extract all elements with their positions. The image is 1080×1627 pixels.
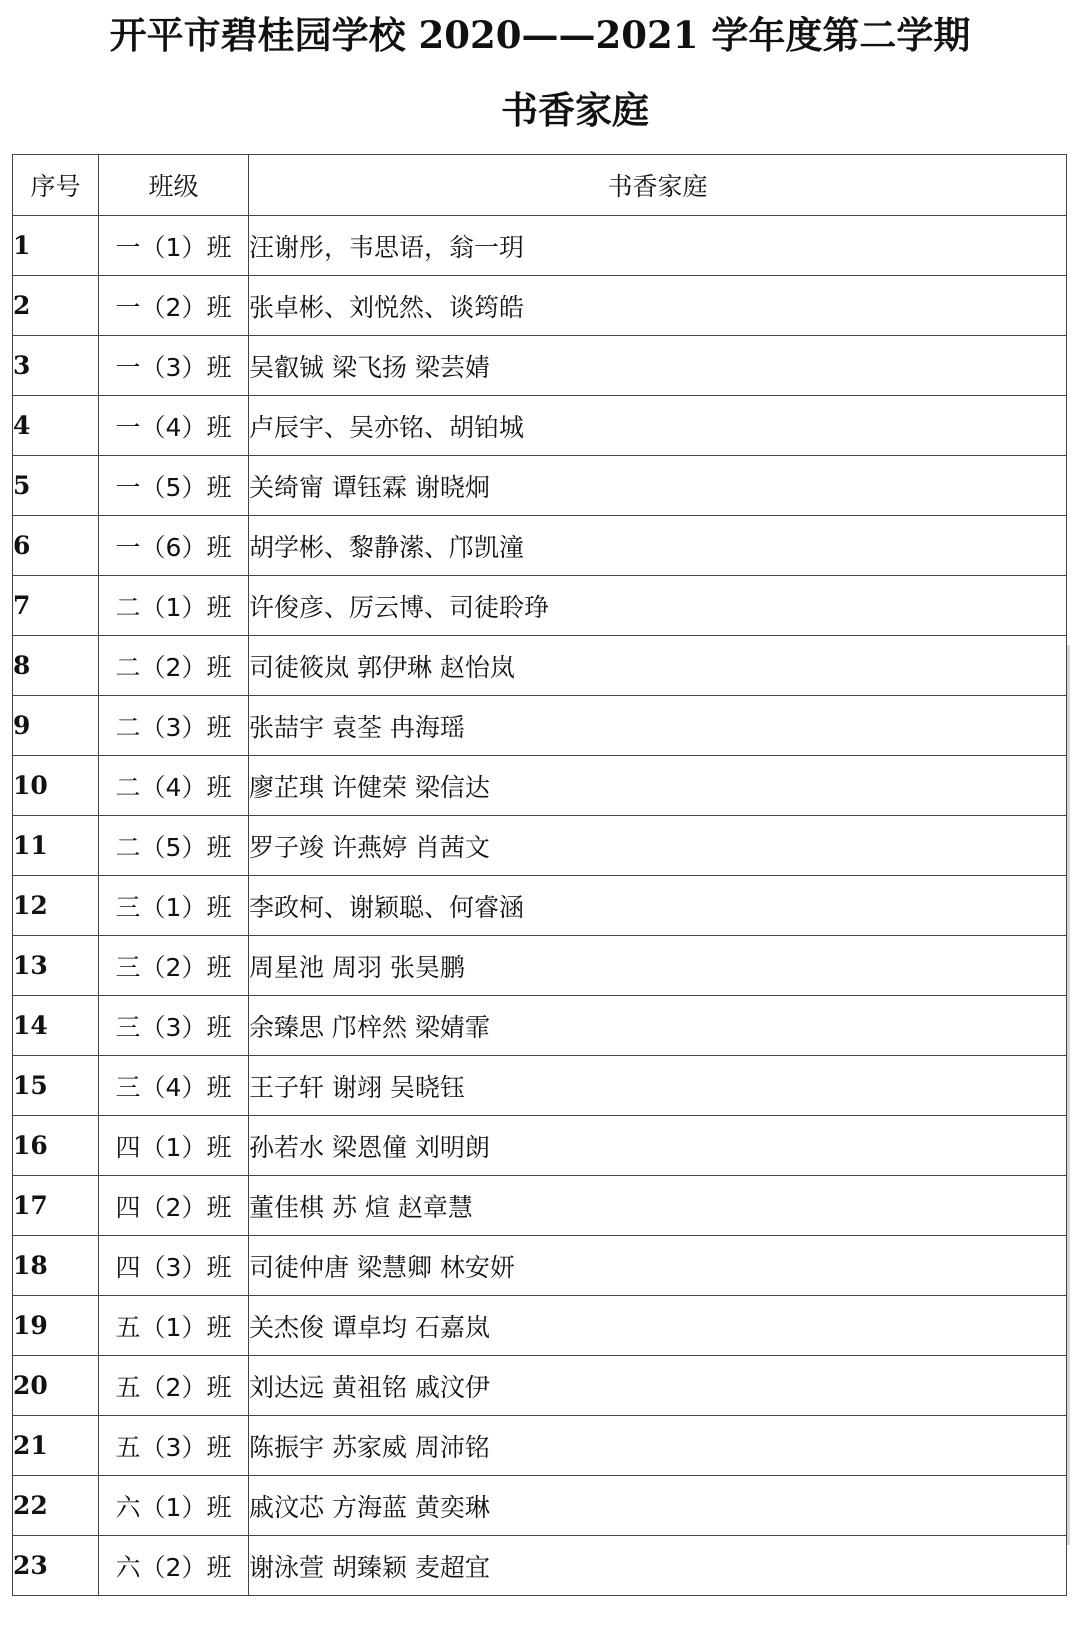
row-names: 司徒筱岚 郭伊琳 赵怡岚 [249, 636, 1067, 696]
row-number: 8 [13, 636, 99, 696]
row-names: 关绮甯 谭钰霖 谢晓炯 [249, 456, 1067, 516]
row-class: 三（3）班 [99, 996, 249, 1056]
row-number: 9 [13, 696, 99, 756]
table-row [13, 216, 1067, 276]
table-row [13, 636, 1067, 696]
table-row [13, 396, 1067, 456]
row-class: 二（1）班 [99, 576, 249, 636]
row-class: 一（6）班 [99, 516, 249, 576]
row-class: 二（2）班 [99, 636, 249, 696]
row-names: 卢辰宇、吴亦铭、胡铂城 [249, 396, 1067, 456]
table-row [13, 816, 1067, 876]
row-names: 关杰俊 谭卓均 石嘉岚 [249, 1296, 1067, 1356]
row-class: 二（3）班 [99, 696, 249, 756]
table-row [13, 696, 1067, 756]
table-row [13, 276, 1067, 336]
row-class: 六（1）班 [99, 1476, 249, 1536]
row-class: 五（2）班 [99, 1356, 249, 1416]
row-class: 一（1）班 [99, 216, 249, 276]
row-class: 四（2）班 [99, 1176, 249, 1236]
row-class: 二（4）班 [99, 756, 249, 816]
table-row [13, 1416, 1067, 1476]
table-body [13, 216, 1067, 1596]
row-class: 六（2）班 [99, 1536, 249, 1596]
row-class: 五（3）班 [99, 1416, 249, 1476]
row-names: 戚汶芯 方海蓝 黄奕琳 [249, 1476, 1067, 1536]
row-names: 陈振宇 苏家威 周沛铭 [249, 1416, 1067, 1476]
row-number: 12 [13, 876, 99, 936]
row-class: 一（2）班 [99, 276, 249, 336]
row-number: 19 [13, 1296, 99, 1356]
row-number: 7 [13, 576, 99, 636]
row-number: 15 [13, 1056, 99, 1116]
row-class: 一（4）班 [99, 396, 249, 456]
row-names: 廖芷琪 许健荣 梁信达 [249, 756, 1067, 816]
table-row [13, 516, 1067, 576]
row-number: 2 [13, 276, 99, 336]
row-number: 14 [13, 996, 99, 1056]
row-names: 汪谢彤，韦思语，翁一玥 [249, 216, 1067, 276]
row-names: 余臻思 邝梓然 梁婧霏 [249, 996, 1067, 1056]
row-number: 6 [13, 516, 99, 576]
row-names: 张喆宇 袁荃 冉海瑶 [249, 696, 1067, 756]
table-row [13, 936, 1067, 996]
row-names: 李政柯、谢颖聪、何睿涵 [249, 876, 1067, 936]
row-number: 16 [13, 1116, 99, 1176]
row-number: 5 [13, 456, 99, 516]
table-row [13, 876, 1067, 936]
row-names: 周星池 周羽 张昊鹏 [249, 936, 1067, 996]
table-row [13, 996, 1067, 1056]
row-number: 10 [13, 756, 99, 816]
table-row [13, 336, 1067, 396]
table-row [13, 1476, 1067, 1536]
row-number: 4 [13, 396, 99, 456]
row-class: 五（1）班 [99, 1296, 249, 1356]
row-names: 许俊彦、厉云博、司徒聆琤 [249, 576, 1067, 636]
row-class: 四（3）班 [99, 1236, 249, 1296]
table-row [13, 456, 1067, 516]
row-names: 胡学彬、黎静潆、邝凯潼 [249, 516, 1067, 576]
row-number: 11 [13, 816, 99, 876]
row-class: 四（1）班 [99, 1116, 249, 1176]
header-reading-family: 书香家庭 [249, 155, 1067, 216]
row-number: 18 [13, 1236, 99, 1296]
row-class: 一（5）班 [99, 456, 249, 516]
row-number: 1 [13, 216, 99, 276]
row-number: 22 [13, 1476, 99, 1536]
row-number: 21 [13, 1416, 99, 1476]
row-number: 17 [13, 1176, 99, 1236]
row-names: 谢泳萱 胡臻颖 麦超宜 [249, 1536, 1067, 1596]
row-names: 孙若水 梁恩僮 刘明朗 [249, 1116, 1067, 1176]
row-number: 3 [13, 336, 99, 396]
reading-family-table [12, 154, 1067, 1596]
row-class: 二（5）班 [99, 816, 249, 876]
header-class: 班级 [99, 155, 249, 216]
row-names: 罗子竣 许燕婷 肖茜文 [249, 816, 1067, 876]
row-names: 王子轩 谢翊 吴晓钰 [249, 1056, 1067, 1116]
row-class: 三（4）班 [99, 1056, 249, 1116]
row-class: 一（3）班 [99, 336, 249, 396]
table-row [13, 756, 1067, 816]
table-row [13, 1176, 1067, 1236]
table-row [13, 1116, 1067, 1176]
row-names: 司徒仲唐 梁慧卿 林安妍 [249, 1236, 1067, 1296]
table-row [13, 1056, 1067, 1116]
document-subtitle: 书香家庭 [501, 89, 649, 132]
table-row [13, 1236, 1067, 1296]
row-names: 吴叡铖 梁飞扬 梁芸婧 [249, 336, 1067, 396]
table-header-row [13, 155, 1067, 216]
table-row [13, 1536, 1067, 1596]
row-number: 13 [13, 936, 99, 996]
row-class: 三（2）班 [99, 936, 249, 996]
row-number: 23 [13, 1536, 99, 1596]
row-names: 张卓彬、刘悦然、谈筠皓 [249, 276, 1067, 336]
table-row [13, 1296, 1067, 1356]
table-row [13, 576, 1067, 636]
row-class: 三（1）班 [99, 876, 249, 936]
row-names: 刘达远 黄祖铭 戚汶伊 [249, 1356, 1067, 1416]
table-row [13, 1356, 1067, 1416]
row-number: 20 [13, 1356, 99, 1416]
document-title: 开平市碧桂园学校 2020——2021 学年度第二学期 [109, 13, 971, 57]
header-number: 序号 [13, 155, 99, 216]
row-names: 董佳棋 苏 煊 赵章慧 [249, 1176, 1067, 1236]
